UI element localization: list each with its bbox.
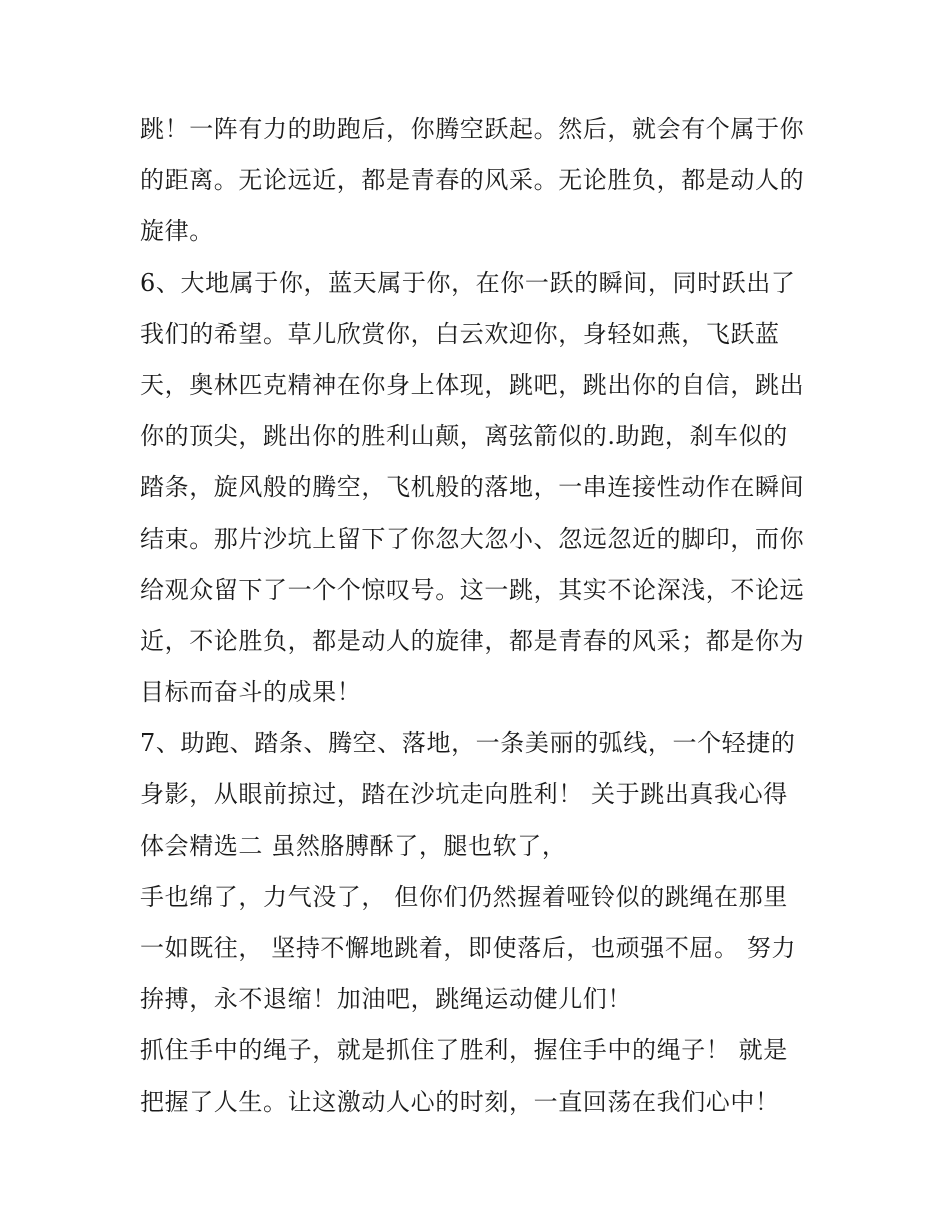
text-line: 我们的希望。草儿欣赏你，白云欢迎你，身轻如燕，飞跃蓝 [140, 319, 780, 348]
text-line: 结束。那片沙坑上留下了你忽大忽小、忽远忽近的脚印，而你 [140, 524, 805, 553]
text-line: 体会精选二 虽然胳膊酥了，腿也软了， [140, 831, 567, 860]
text-line: 目标而奋斗的成果！ [140, 678, 362, 707]
text-line: 把握了人生。让这激动人心的时刻，一直回荡在我们心中！ [140, 1087, 780, 1116]
text-line: 手也绵了，力气没了， 但你们仍然握着哑铃似的跳绳在那里 [140, 882, 788, 911]
body-text [140, 104, 820, 1128]
text-line: 抓住手中的绳子，就是抓住了胜利，握住手中的绳子！ 就是 [140, 1036, 788, 1065]
text-line: 6、大地属于你，蓝天属于你，在你一跃的瞬间，同时跃出了 [140, 268, 796, 297]
text-line: 旋律。 [140, 217, 214, 246]
text-line: 天，奥林匹克精神在你身上体现，跳吧，跳出你的自信，跳出 [140, 370, 805, 399]
text-line: 踏条，旋风般的腾空，飞机般的落地，一串连接性动作在瞬间 [140, 473, 805, 502]
text-line: 给观众留下了一个个惊叹号。这一跳，其实不论深浅，不论远 [140, 575, 805, 604]
text-line: 拚搏，永不退缩！加油吧，跳绳运动健儿们！ [140, 985, 632, 1014]
text-line: 你的顶尖，跳出你的胜利山颠，离弦箭似的.助跑，刹车似的 [140, 422, 788, 451]
text-line: 7、助跑、踏条、腾空、落地，一条美丽的弧线，一个轻捷的 [140, 729, 796, 758]
text-line: 一如既往， 坚持不懈地跳着，即使落后，也顽强不屈。 努力 [140, 934, 797, 962]
text-line: 的距离。无论远近，都是青春的风采。无论胜负，都是动人的 [140, 166, 805, 195]
text-line: 近，不论胜负，都是动人的旋律，都是青春的风采；都是你为 [140, 626, 805, 655]
text-line: 跳！一阵有力的助跑后，你腾空跃起。然后，就会有个属于你 [140, 115, 805, 143]
text-line: 身影，从眼前掠过，踏在沙坑走向胜利！ 关于跳出真我心得 [140, 780, 788, 809]
